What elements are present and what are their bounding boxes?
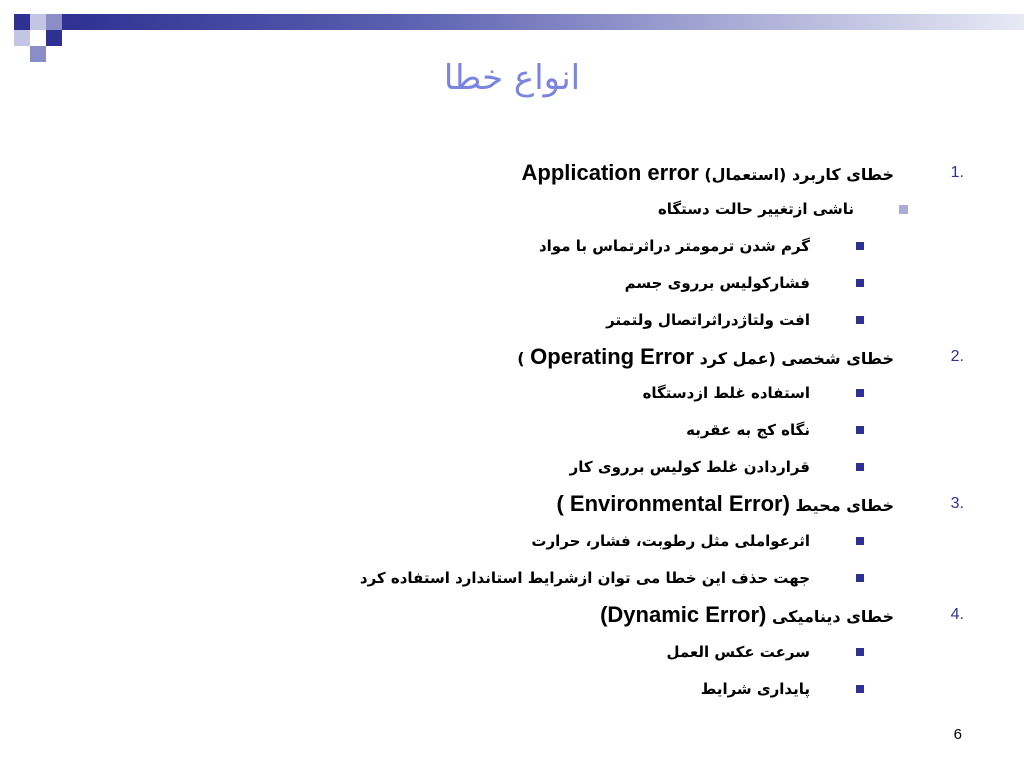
item-number: 3.	[950, 495, 964, 512]
bullet-text: گرم شدن ترمومتر دراثرتماس با مواد	[538, 237, 810, 255]
item-text	[600, 600, 894, 632]
bullet-item	[0, 415, 1024, 445]
item-text	[517, 342, 894, 374]
bullet-item	[0, 378, 1024, 408]
item-english-text: Operating Error	[530, 344, 694, 369]
square-bullet-icon	[856, 316, 864, 324]
bullet-text: اثرعواملی مثل رطوبت، فشار، حرارت	[531, 532, 810, 550]
bullet-item	[0, 452, 1024, 482]
square-bullet-icon	[856, 242, 864, 250]
item-tail-text: )	[517, 349, 525, 368]
bullet-item	[0, 637, 1024, 667]
square-bullet-icon	[856, 279, 864, 287]
square-bullet-icon	[856, 389, 864, 397]
bullet-text: قراردادن غلط کولیس برروی کار	[569, 458, 810, 476]
list-item	[0, 342, 1024, 372]
bullet-item	[0, 674, 1024, 704]
bullet-text: فشارکولیس برروی جسم	[624, 274, 810, 292]
bullet-item	[0, 231, 1024, 261]
page-number: 6	[953, 726, 962, 743]
item-number: 4.	[950, 606, 964, 623]
list-item	[0, 158, 1024, 188]
bullet-item	[0, 268, 1024, 298]
square-bullet-icon	[856, 574, 864, 582]
item-english-text: (Environmental Error )	[556, 491, 790, 516]
bullet-item	[0, 526, 1024, 556]
item-persian-text: خطای دینامیکی	[771, 607, 894, 626]
item-persian-text: خطای کاربرد (استعمال)	[704, 165, 894, 184]
item-persian-text: خطای محیط	[795, 496, 894, 515]
item-text	[522, 158, 894, 190]
bullet-item	[0, 563, 1024, 593]
square-bullet-icon	[856, 463, 864, 471]
square-bullet-icon	[856, 426, 864, 434]
item-persian-text: خطای شخصی (عمل کرد	[699, 349, 894, 368]
item-number: 1.	[950, 164, 964, 181]
item-text	[556, 489, 894, 521]
bullet-text: پایداری شرایط	[700, 680, 810, 698]
list-item	[0, 489, 1024, 519]
sub-item-text: ناشی ازتغییر حالت دستگاه	[657, 200, 854, 218]
bullet-text: سرعت عکس العمل	[666, 643, 810, 661]
bullet-text: استفاده غلط ازدستگاه	[642, 384, 810, 402]
slide-title: انواع خطا	[443, 58, 581, 98]
bullet-text: افت ولتاژدراثراتصال ولتمتر	[606, 311, 810, 329]
square-bullet-icon	[856, 648, 864, 656]
list-item	[0, 600, 1024, 630]
square-bullet-icon	[856, 685, 864, 693]
square-bullet-icon	[899, 205, 908, 214]
item-english-text: Application error	[521, 160, 699, 185]
bullet-text: نگاه کج به عقربه	[686, 421, 810, 439]
item-number: 2.	[950, 348, 964, 365]
sub-item	[0, 194, 1024, 224]
square-bullet-icon	[856, 537, 864, 545]
bullet-item	[0, 305, 1024, 335]
item-english-text: (Dynamic Error)	[600, 602, 767, 627]
bullet-text: جهت حذف این خطا می توان ازشرایط استاندارد استفاده کرد	[359, 569, 810, 587]
